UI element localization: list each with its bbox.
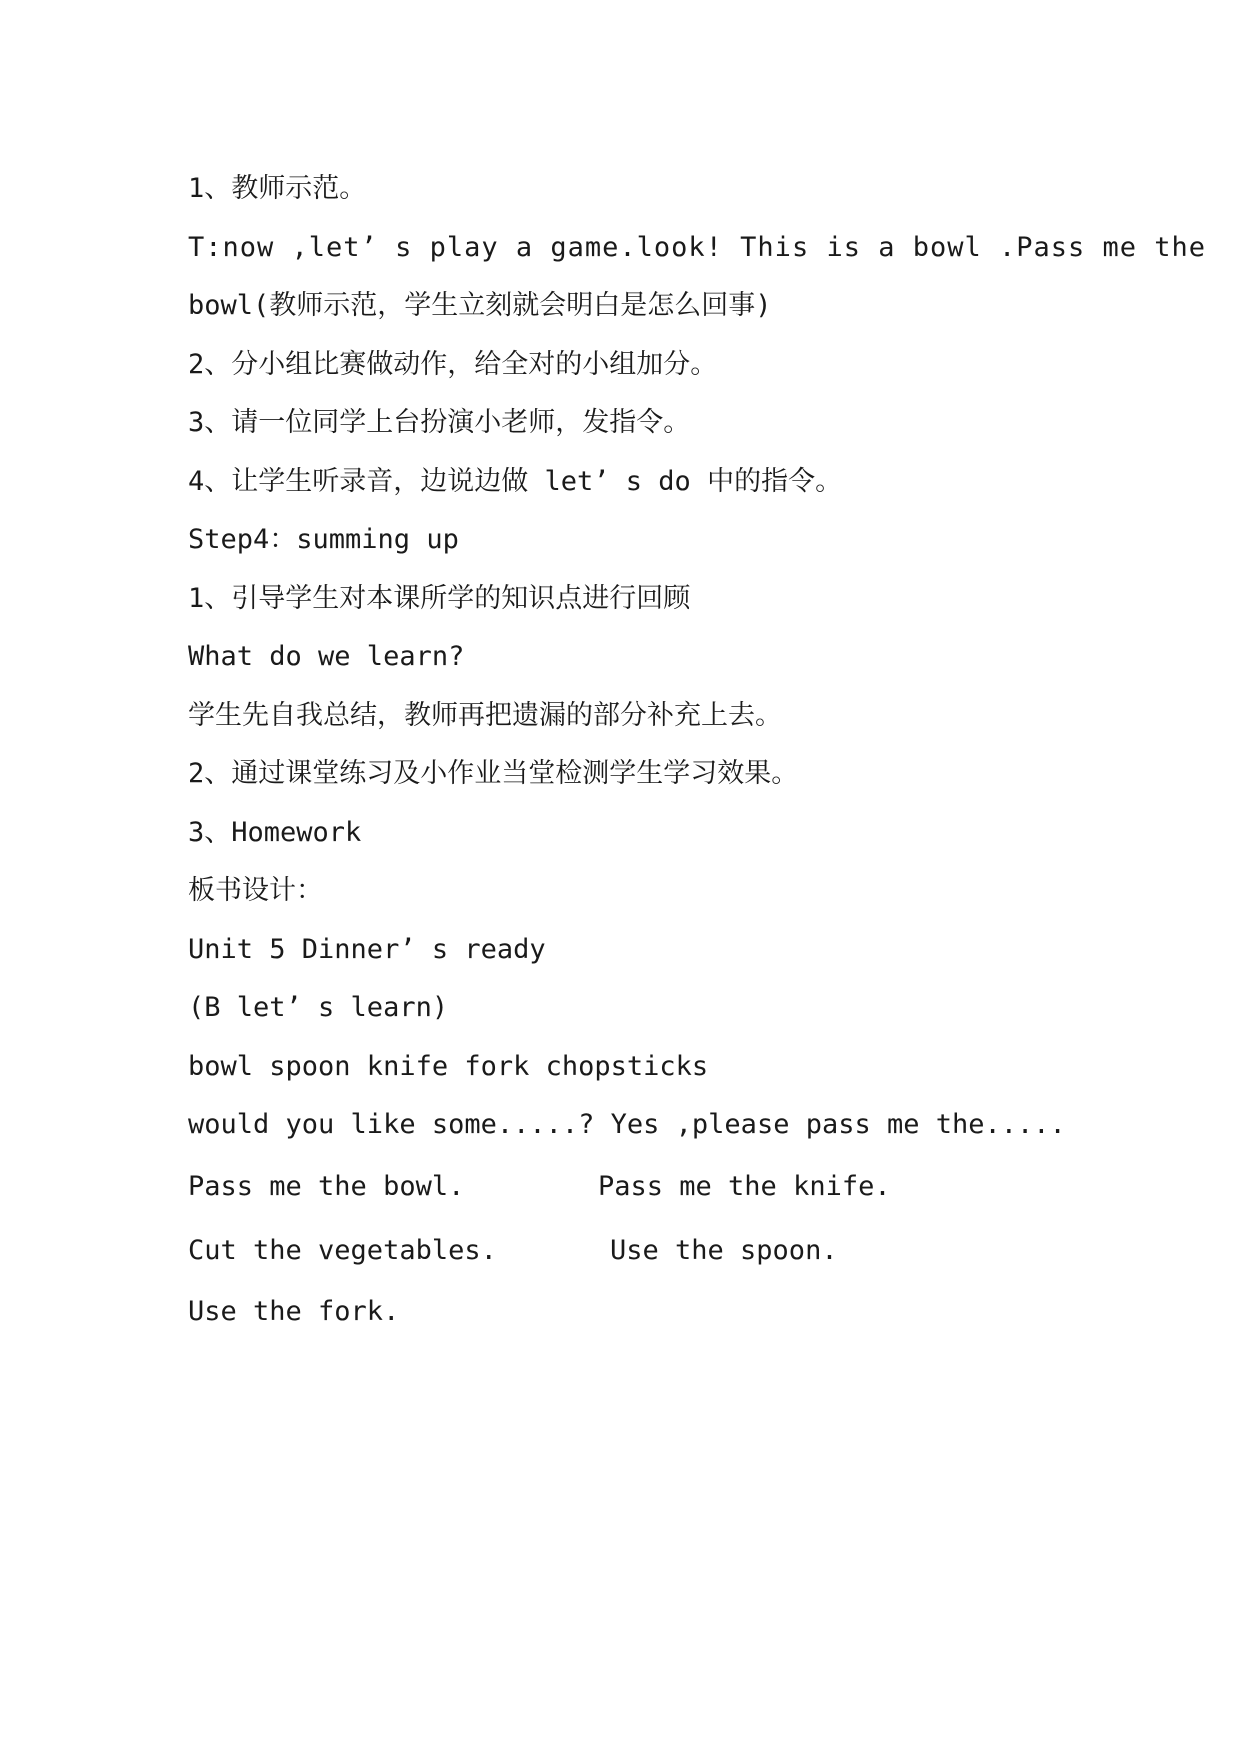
phrase-pass-bowl: Pass me the bowl. <box>188 1170 465 1202</box>
review-question: What do we learn? <box>188 641 465 672</box>
document-page <box>188 160 1207 1341</box>
step-student-teacher: 3、请一位同学上台扮演小老师，发指令。 <box>188 407 691 438</box>
vocabulary-list: bowl spoon knife fork chopsticks <box>188 1050 709 1082</box>
review-instruction: 1、引导学生对本课所学的知识点进行回顾 <box>188 582 691 614</box>
board-design-heading: 板书设计： <box>188 875 323 906</box>
teacher-dialogue-continued: bowl(教师示范，学生立刻就会明白是怎么回事) <box>188 290 772 321</box>
phrase-cut-vegetables: Cut the vegetables. <box>188 1234 497 1266</box>
review-summary: 学生先自我总结，教师再把遗漏的部分补充上去。 <box>188 699 782 731</box>
sentence-pattern: would you like some.....? Yes ,please pass me the..... <box>188 1109 1066 1140</box>
step-group-competition: 2、分小组比赛做动作，给全对的小组加分。 <box>188 348 718 380</box>
phrase-use-spoon: Use the spoon. <box>610 1234 838 1266</box>
classroom-practice: 2、通过课堂练习及小作业当堂检测学生学习效果。 <box>188 758 799 789</box>
step-listen-recording: 4、让学生听录音，边说边做 let’ s do 中的指令。 <box>188 465 843 497</box>
step-teacher-demo: 1、教师示范。 <box>188 173 367 204</box>
unit-title: Unit 5 Dinner’ s ready <box>188 933 546 965</box>
phrase-use-fork: Use the fork. <box>188 1295 400 1327</box>
phrase-row <box>188 1283 1108 1342</box>
teacher-dialogue: T:now ,let’ s play a game.look! This is a bowl .Pass me the <box>188 231 1207 263</box>
phrase-row <box>188 1219 1108 1283</box>
section-title: (B let’ s learn) <box>188 992 449 1023</box>
step4-heading: Step4：summing up <box>188 524 459 555</box>
phrase-row <box>188 1155 1108 1219</box>
homework: 3、Homework <box>188 816 362 848</box>
phrase-pass-knife: Pass me the knife. <box>598 1170 891 1202</box>
